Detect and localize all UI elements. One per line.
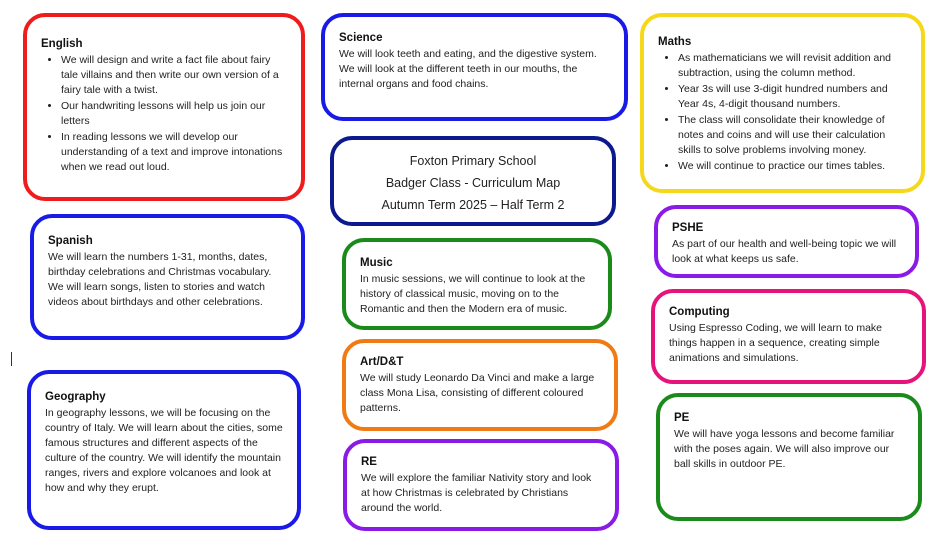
- pe-box: [656, 393, 922, 521]
- spanish-box: [30, 214, 305, 340]
- geography-box: [27, 370, 301, 530]
- list-item: • We will design and write a fact file about fairy tale villains and then write our own version of a fairy tale with a twist.: [61, 53, 287, 98]
- term-name: Autumn Term 2025 – Half Term 2: [381, 198, 565, 212]
- computing-title: Computing: [669, 306, 730, 318]
- re-title: RE: [361, 456, 377, 468]
- music-title: Music: [360, 257, 393, 269]
- pe-title: PE: [674, 412, 690, 424]
- art-title: Art/D&T: [360, 356, 404, 368]
- re-body: We will explore the familiar Nativity story and look at how Christmas is celebrated by Christians around the world.: [361, 472, 592, 514]
- art-box: [342, 339, 618, 431]
- pshe-title: PSHE: [672, 222, 704, 234]
- english-box: [23, 13, 305, 201]
- pe-body: We will have yoga lessons and become familiar with the poses again. We will also improve our ball skills in outdoor PE.: [674, 428, 895, 470]
- class-name: Badger Class - Curriculum Map: [385, 176, 561, 190]
- music-body: In music sessions, we will continue to look at the history of classical music, moving on to the Romantic and then the Modern era of music.: [360, 273, 586, 315]
- geography-title: Geography: [45, 391, 106, 403]
- spanish-title: Spanish: [48, 235, 93, 247]
- pshe-box: [654, 205, 919, 278]
- science-box: [321, 13, 628, 121]
- list-item: • The class will consolidate their knowledge of notes and coins and will use their calculation skills to solve problems involving money.: [678, 113, 907, 158]
- maths-box: [640, 13, 925, 193]
- english-title: English: [41, 38, 83, 50]
- header-box: [330, 136, 616, 226]
- re-box: [343, 439, 619, 531]
- list-item: • Our handwriting lessons will help us join our letters: [61, 99, 287, 129]
- list-item: • In reading lessons we will develop our understanding of a text and improve intonations when we read out loud.: [61, 130, 287, 175]
- school-name: Foxton Primary School: [409, 154, 537, 168]
- music-box: [342, 238, 612, 330]
- computing-box: [651, 289, 926, 384]
- art-body: We will study Leonardo Da Vinci and make a large class Mona Lisa, consisting of different coloured patterns.: [360, 372, 595, 414]
- spanish-body: We will learn the numbers 1-31, months, dates, birthday celebrations and Christmas vocabulary. We will learn songs, listen to stories and watch videos about birthdays and other celebrations.: [48, 251, 272, 308]
- science-body: We will look teeth and eating, and the digestive system. We will look at the different teeth in our mouths, the internal organs and food chains.: [339, 48, 597, 90]
- science-title: Science: [339, 32, 383, 44]
- list-item: • As mathematicians we will revisit addition and subtraction, using the column method.: [678, 51, 907, 81]
- list-item: • We will continue to practice our times tables.: [678, 159, 907, 174]
- computing-body: Using Espresso Coding, we will learn to make things happen in a sequence, creating simple animations and simulations.: [669, 322, 883, 364]
- geography-body: In geography lessons, we will be focusing on the country of Italy. We will learn about the cities, some famous structures and different aspects of the culture of the country. We will identify the mountain ranges, rivers and explore volcanoes and look at how and why they erupt.: [45, 407, 283, 494]
- maths-title: Maths: [658, 36, 692, 48]
- pshe-body: As part of our health and well-being topic we will look at what keeps us safe.: [672, 238, 897, 265]
- english-list: [41, 53, 287, 175]
- text-cursor: [11, 352, 12, 366]
- maths-list: [658, 51, 907, 174]
- list-item: • Year 3s will use 3-digit hundred numbers and Year 4s, 4-digit thousand numbers.: [678, 82, 907, 112]
